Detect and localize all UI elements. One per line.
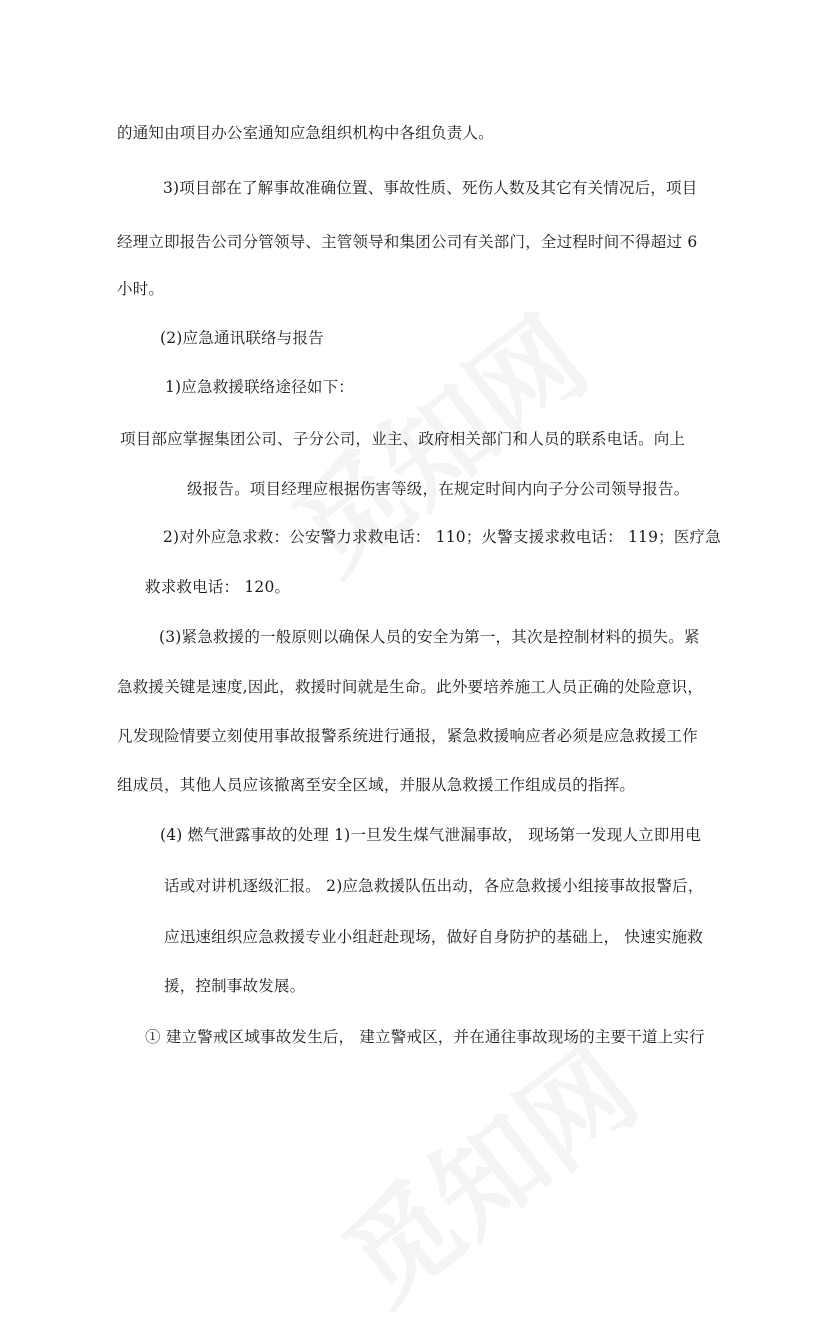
- paragraph-line: 项目部应掌握集团公司、子分公司，业主、政府相关部门和人员的联系电话。向上: [120, 430, 686, 448]
- paragraph-line: 组成员，其他人员应该撤离至安全区域，并服从急救援工作组成员的指挥。: [117, 776, 636, 794]
- paragraph-line: 经理立即报告公司分管领导、主管领导和集团公司有关部门，全过程时间不得超过 6: [117, 233, 698, 251]
- paragraph-line: 话或对讲机逐级汇报。 2)应急救援队伍出动，各应急救援小组接事故报警后，: [164, 877, 704, 895]
- paragraph-line: 凡发现险情要立刻使用事故报警系统进行通报，紧急救援响应者必须是应急救援工作: [117, 727, 698, 745]
- paragraph-line: 1)应急救援联络途径如下：: [165, 378, 355, 396]
- section-heading: (2)应急通讯联络与报告: [160, 329, 324, 347]
- paragraph-line: (3)紧急救援的一般原则以确保人员的安全为第一，其次是控制材料的损失。紧: [159, 628, 700, 646]
- paragraph-line: 的通知由项目办公室通知应急组织机构中各组负责人。: [117, 124, 494, 142]
- paragraph-line: (4) 燃气泄露事故的处理 1)一旦发生煤气泄漏事故， 现场第一发现人立即用电: [160, 826, 701, 844]
- paragraph-line: 援，控制事故发展。: [164, 977, 306, 995]
- list-item-line: ① 建立警戒区域事故发生后， 建立警戒区，并在通往事故现场的主要干道上实行: [145, 1028, 705, 1046]
- paragraph-line: 3)项目部在了解事故准确位置、事故性质、死伤人数及其它有关情况后，项目: [163, 179, 698, 197]
- paragraph-line: 急救援关键是速度,因此，救援时间就是生命。此外要培养施工人员正确的处险意识，: [117, 678, 704, 696]
- watermark-bottom: [306, 1005, 663, 1333]
- paragraph-line: 级报告。项目经理应根据伤害等级，在规定时间内向子分公司领导报告。: [187, 480, 690, 498]
- paragraph-line: 救求救电话： 120。: [145, 578, 291, 596]
- paragraph-line: 小时。: [117, 280, 165, 298]
- paragraph-line: 应迅速组织应急救援专业小组赶赴现场，做好自身防护的基础上， 快速实施救: [164, 928, 703, 946]
- paragraph-line: 2)对外应急求救：公安警力求救电话： 110；火警支援求救电话： 119；医疗急: [163, 528, 721, 546]
